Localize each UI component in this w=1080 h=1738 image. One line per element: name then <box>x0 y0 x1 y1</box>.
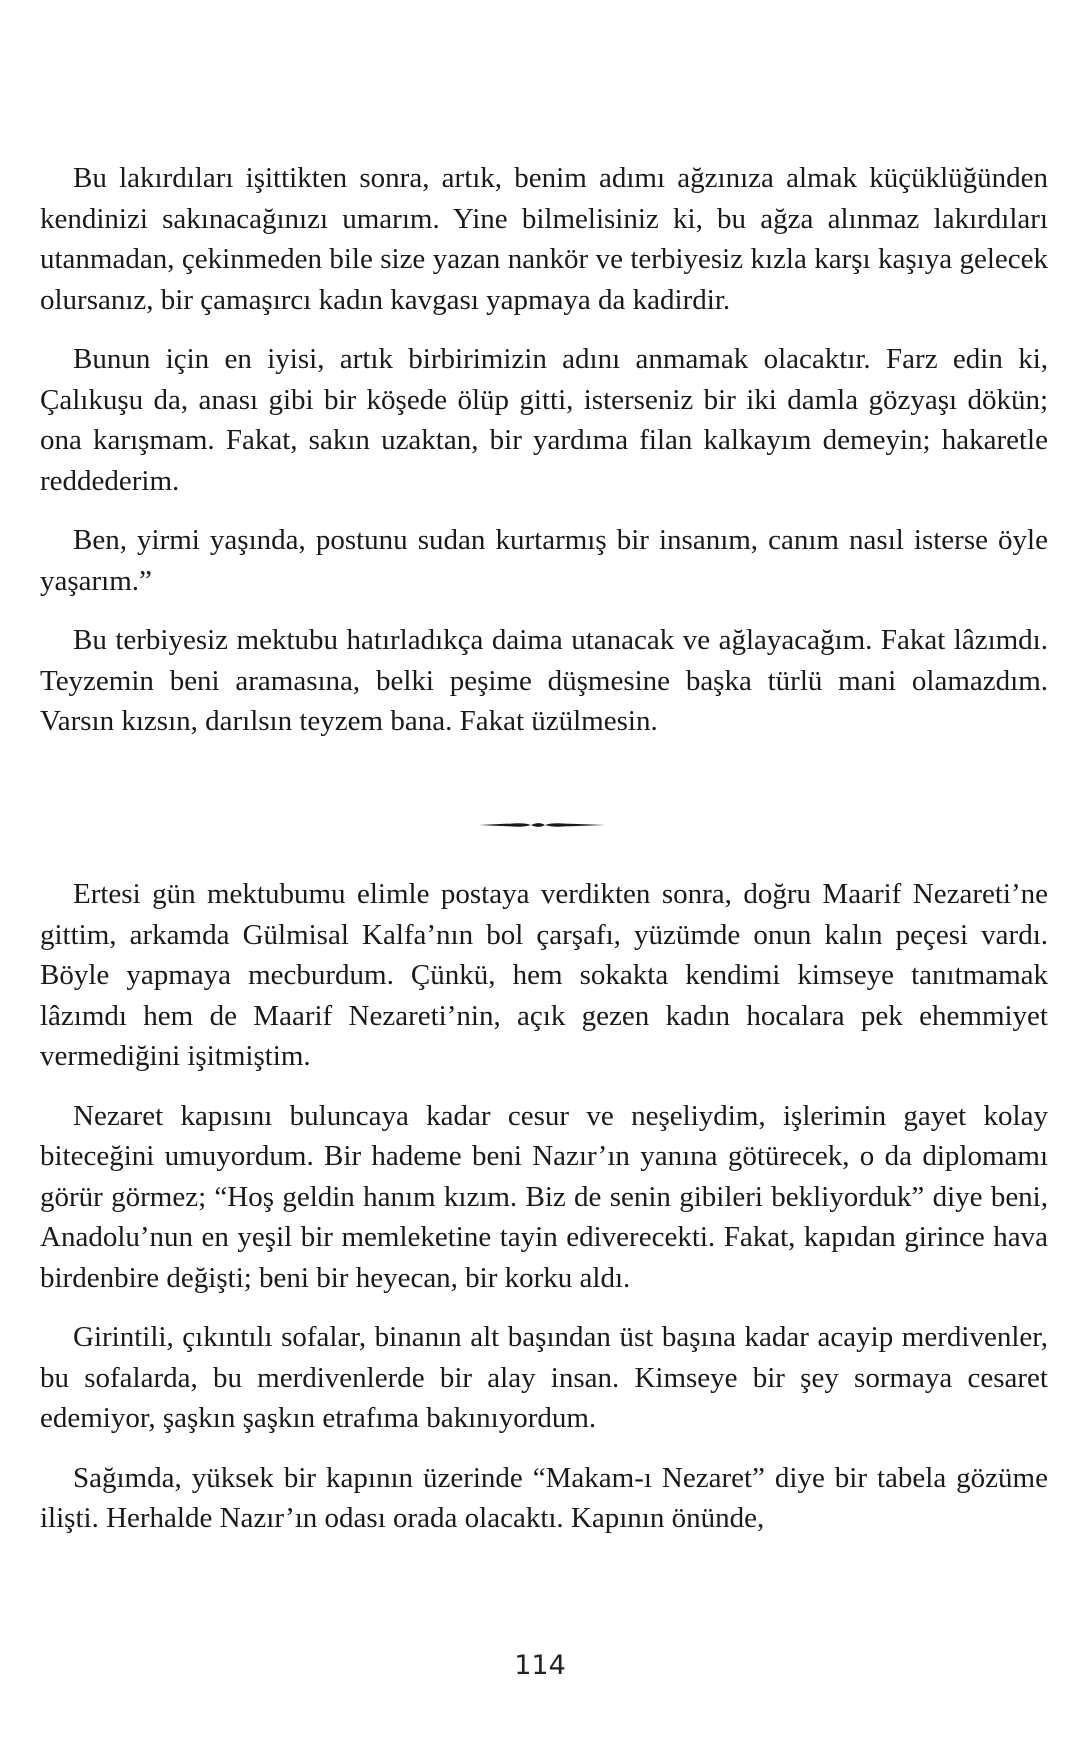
paragraph: Girintili, çıkıntılı sofalar, binanın alt başından üst başına kadar acayip merdivenler, bu sofalarda, bu merdivenlerde bir alay insan. Kimseye bir şey sormaya cesaret edemiyor, şaşkın şaşkın etrafıma bakınıyordum. <box>40 1321 1048 1434</box>
paragraph: Bu terbiyesiz mektubu hatırladıkça daima utanacak ve ağlayacağım. Fakat lâzımdı. Teyzemin beni aramasına, belki peşime düşmesine başka türlü mani olamazdım. Varsın kızsın, darılsın teyzem bana. Fakat üzülmesin. <box>40 624 1048 737</box>
paragraph: Bunun için en iyisi, artık birbirimizin adını anmamak olacaktır. Farz edin ki, Çalıkuşu da, anası gibi bir köşede ölüp gitti, isterseniz bir iki damla gözyaşı dökün; ona karışmam. Fakat, sakın uzaktan, bir yardıma filan kalkayım demeyin; hakaretle reddederim. <box>40 343 1048 497</box>
paragraph: Ben, yirmi yaşında, postunu sudan kurtarmış bir insanım, canım nasıl isterse öyle yaşarım.” <box>40 524 1048 597</box>
paragraph: Nezaret kapısını buluncaya kadar cesur ve neşeliydim, işlerimin gayet kolay biteceğini umuyordum. Bir hademe beni Nazır’ın yanına götürecek, o da diplomamı görür görmez; “Hoş geldin hanım kızım. Biz de senin gibileri bekliyorduk” diye beni, Anadolu’nun en yeşil bir memleketine tayin ediverecekti. Fakat, kapıdan girince hava birdenbire değişti; beni bir heyecan, bir korku aldı. <box>40 1099 1048 1294</box>
paragraph: Ertesi gün mektubumu elimle postaya verdikten sonra, doğru Maarif Nezareti’ne gittim, arkamda Gülmisal Kalfa’nın bol çarşafı, yüzümde onun kalın peçesi vardı. Böyle yapmaya mecburdum. Çünkü, hem sokakta kendimi kimseye tanıtmamak lâzımdı hem de Maarif Nezareti’nin, açık gezen kadın hocalara pek ehemmiyet vermediğini işitmiştim. <box>40 878 1048 1072</box>
paragraph: Sağımda, yüksek bir kapının üzerinde “Makam-ı Nezaret” diye bir tabela gözüme ilişti. Herhalde Nazır’ın odası orada olacaktı. Kapının önünde, <box>40 1461 1048 1534</box>
page-number: 114 <box>514 1650 566 1681</box>
text-section-2 <box>40 874 1048 1558</box>
paragraph: Bu lakırdıları işittikten sonra, artık, benim adımı ağzınıza almak küçüklüğünden kendinizi sakınacağınızı umarım. Yine bilmelisiniz ki, bu ağza alınmaz lakırdıları utanmadan, çekinmeden bile size yazan nankör ve terbiyesiz kızla karşı kaşıya gelecek olursanız, bir çamaşırcı kadın kavgası yapmaya da kadirdir. <box>40 162 1048 316</box>
ornament-divider-icon <box>479 818 605 832</box>
text-section-1 <box>40 158 1048 761</box>
